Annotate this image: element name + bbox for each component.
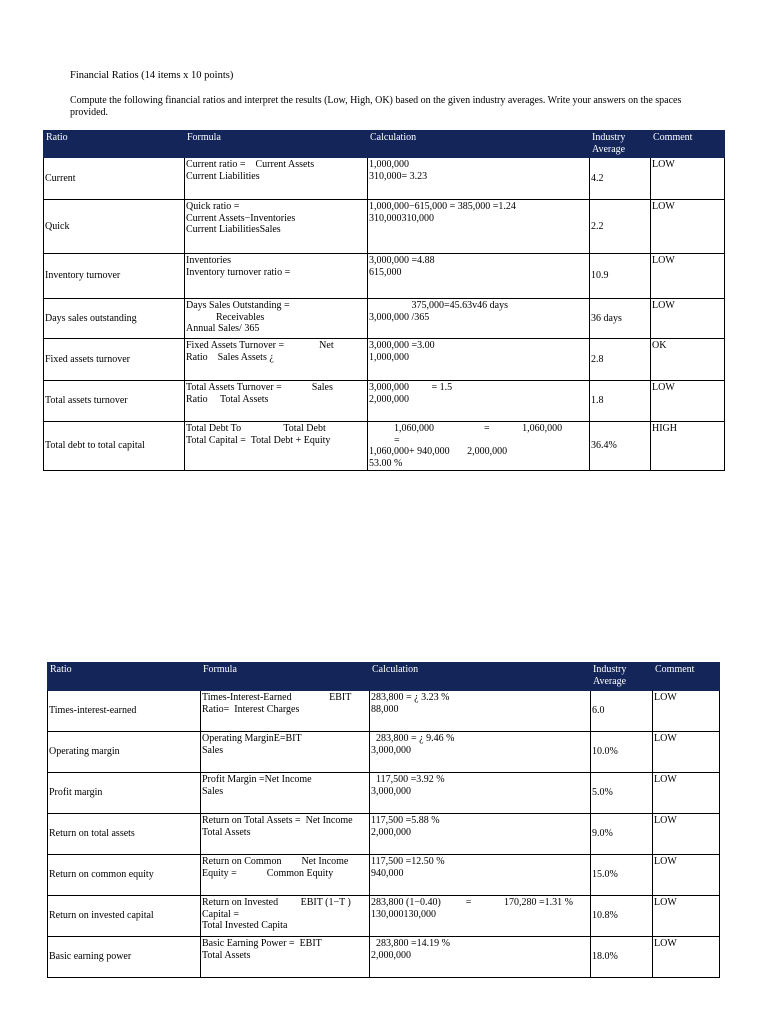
- calculation-line: 283,800 = ¿ 9.46 %: [371, 733, 455, 744]
- comment-value: HIGH: [651, 422, 725, 471]
- ratio-name: Profit margin: [48, 773, 201, 814]
- calculation-line: 3,000,000 =3.00: [369, 340, 435, 351]
- formula-line: Operating MarginE=BIT: [202, 733, 302, 744]
- formula-cell: [201, 937, 370, 978]
- calculation-line: 3,000,000: [371, 785, 411, 797]
- formula-line: Quick ratio =: [186, 201, 240, 212]
- formula-line: Annual Sales/ 365: [186, 323, 260, 334]
- ratio-name: Current: [44, 158, 185, 200]
- formula-line: Total Assets: [202, 949, 251, 961]
- formula-line: Current LiabilitiesSales: [186, 224, 281, 235]
- ratio-name: Days sales outstanding: [44, 299, 185, 339]
- formula-cell: [185, 254, 368, 299]
- calculation-line: 1,000,000: [369, 351, 409, 363]
- table-row: [48, 773, 720, 814]
- calculation-line: 283,800 = ¿ 3.23 %: [371, 692, 450, 703]
- comment-value: LOW: [651, 381, 725, 422]
- calculation-line: 117,500 =3.92 %: [371, 774, 445, 785]
- formula-cell: [185, 200, 368, 254]
- ratios-table-2: [47, 662, 720, 978]
- instructions: Compute the following financial ratios and interpret the results (Low, High, OK) based on the given industry averages. Write your answers on the spaces provided.: [70, 95, 682, 118]
- header-comment: Comment: [653, 663, 720, 691]
- table-header-row: [44, 131, 725, 158]
- calculation-line: 117,500 =12.50 %: [371, 856, 445, 867]
- calculation-line: 283,800 =14.19 %: [371, 938, 450, 949]
- formula-line: Ratio= Interest Charges: [202, 703, 300, 715]
- ratio-name: Inventory turnover: [44, 254, 185, 299]
- formula-line: Current ratio = Current Assets: [186, 159, 315, 170]
- industry-average-value: 6.0: [591, 691, 653, 732]
- calculation-cell: [368, 339, 590, 381]
- ratio-name: Quick: [44, 200, 185, 254]
- industry-average-value: 36.4%: [590, 422, 651, 471]
- comment-value: LOW: [653, 773, 720, 814]
- calculation-line: 130,000130,000: [371, 908, 436, 920]
- table-row: [44, 254, 725, 299]
- calculation-line: 375,000=45.63v46 days: [369, 300, 508, 311]
- calculation-line: 3,000,000: [371, 744, 411, 756]
- calculation-cell: [370, 732, 591, 773]
- calculation-line: 3,000,000 /365: [369, 311, 430, 323]
- formula-line: Profit Margin =Net Income: [202, 774, 312, 785]
- calculation-line: 940,000: [371, 867, 404, 879]
- formula-line: Ratio Total Assets: [186, 393, 269, 405]
- ratio-name: Fixed assets turnover: [44, 339, 185, 381]
- formula-line: Days Sales Outstanding =: [186, 300, 290, 311]
- formula-line: Total Assets: [202, 826, 251, 838]
- ratio-name: Total assets turnover: [44, 381, 185, 422]
- header-formula: Formula: [185, 131, 368, 158]
- table-row: [44, 299, 725, 339]
- formula-line: Equity = Common Equity: [202, 867, 334, 879]
- ratio-name: Basic earning power: [48, 937, 201, 978]
- comment-value: LOW: [653, 896, 720, 937]
- comment-value: LOW: [653, 814, 720, 855]
- ratio-name: Total debt to total capital: [44, 422, 185, 471]
- calculation-cell: [370, 896, 591, 937]
- formula-cell: [201, 732, 370, 773]
- calculation-cell: [370, 855, 591, 896]
- industry-average-value: 4.2: [590, 158, 651, 200]
- header-industry-average: Industry Average: [590, 131, 651, 158]
- industry-average-value: 18.0%: [591, 937, 653, 978]
- calculation-line: 283,800 (1−0.40) = 170,280 =1.31 %: [371, 897, 573, 908]
- comment-value: LOW: [653, 691, 720, 732]
- ratio-name: Return on total assets: [48, 814, 201, 855]
- calculation-line: 1,000,000: [369, 159, 409, 170]
- industry-average-value: 2.2: [590, 200, 651, 254]
- calculation-line: =: [369, 434, 400, 446]
- formula-cell: [201, 896, 370, 937]
- calculation-cell: [370, 773, 591, 814]
- formula-cell: [201, 855, 370, 896]
- formula-cell: [185, 158, 368, 200]
- header-ratio: Ratio: [48, 663, 201, 691]
- table-row: [48, 855, 720, 896]
- calculation-line: 310,000= 3.23: [369, 170, 428, 182]
- formula-cell: [185, 299, 368, 339]
- calculation-line: 2,000,000: [371, 949, 411, 961]
- calculation-cell: [370, 814, 591, 855]
- calculation-line: 1,060,000+ 940,000 2,000,000: [369, 446, 508, 457]
- table-header-row: [48, 663, 720, 691]
- formula-line: Fixed Assets Turnover = Net: [186, 340, 334, 351]
- ratio-name: Times-interest-earned: [48, 691, 201, 732]
- table-row: [48, 896, 720, 937]
- table-row: [48, 732, 720, 773]
- formula-line: Return on Invested EBIT (1−T ): [202, 897, 351, 908]
- industry-average-value: 36 days: [590, 299, 651, 339]
- industry-average-value: 9.0%: [591, 814, 653, 855]
- calculation-cell: [368, 200, 590, 254]
- table-row: [48, 937, 720, 978]
- comment-value: LOW: [653, 732, 720, 773]
- formula-line: Current Liabilities: [186, 170, 260, 182]
- ratio-name: Operating margin: [48, 732, 201, 773]
- calculation-cell: [368, 381, 590, 422]
- header-comment: Comment: [651, 131, 725, 158]
- table-row: [44, 422, 725, 471]
- calculation-cell: [368, 158, 590, 200]
- header-ratio: Ratio: [44, 131, 185, 158]
- formula-line: Total Debt To Total Debt: [186, 423, 326, 434]
- calculation-cell: [370, 691, 591, 732]
- header-calculation: Calculation: [368, 131, 590, 158]
- ratios-table-1: [43, 130, 725, 471]
- ratio-name: Return on common equity: [48, 855, 201, 896]
- table-row: [48, 814, 720, 855]
- formula-cell: [201, 814, 370, 855]
- calculation-line: 2,000,000: [371, 826, 411, 838]
- formula-line: Return on Total Assets = Net Income: [202, 815, 353, 826]
- calculation-cell: [370, 937, 591, 978]
- formula-line: Total Assets Turnover = Sales: [186, 382, 333, 393]
- calculation-line: 2,000,000: [369, 393, 409, 405]
- table-row: [44, 339, 725, 381]
- formula-cell: [201, 691, 370, 732]
- formula-cell: [185, 381, 368, 422]
- formula-line: Receivables: [186, 311, 265, 323]
- comment-value: LOW: [651, 200, 725, 254]
- calculation-line: 3,000,000 = 1.5: [369, 382, 453, 393]
- calculation-line: 88,000: [371, 703, 399, 715]
- table-row: [44, 200, 725, 254]
- industry-average-value: 5.0%: [591, 773, 653, 814]
- formula-line: Total Invested Capita: [202, 920, 288, 931]
- table-row: [44, 381, 725, 422]
- formula-line: Return on Common Net Income: [202, 856, 349, 867]
- comment-value: LOW: [651, 158, 725, 200]
- calculation-cell: [368, 299, 590, 339]
- calculation-line: 53.00 %: [369, 457, 403, 469]
- table-row: [44, 158, 725, 200]
- calculation-line: 310,000310,000: [369, 212, 434, 224]
- industry-average-value: 10.8%: [591, 896, 653, 937]
- industry-average-value: 1.8: [590, 381, 651, 422]
- formula-line: Basic Earning Power = EBIT: [202, 938, 322, 949]
- header-calculation: Calculation: [370, 663, 591, 691]
- formula-cell: [185, 422, 368, 471]
- comment-value: LOW: [653, 937, 720, 978]
- comment-value: LOW: [653, 855, 720, 896]
- calculation-line: 3,000,000 =4.88: [369, 255, 435, 266]
- industry-average-value: 10.9: [590, 254, 651, 299]
- comment-value: LOW: [651, 299, 725, 339]
- formula-line: Sales: [202, 744, 224, 756]
- industry-average-value: 15.0%: [591, 855, 653, 896]
- formula-line: Ratio Sales Assets ¿: [186, 351, 274, 363]
- formula-line: Sales: [202, 785, 224, 797]
- formula-cell: [201, 773, 370, 814]
- comment-value: OK: [651, 339, 725, 381]
- calculation-line: 117,500 =5.88 %: [371, 815, 440, 826]
- industry-average-value: 10.0%: [591, 732, 653, 773]
- formula-cell: [185, 339, 368, 381]
- formula-line: Inventories: [186, 255, 231, 266]
- calculation-line: 1,000,000−615,000 = 385,000 =1.24: [369, 201, 516, 212]
- calculation-cell: [368, 254, 590, 299]
- formula-line: Current Assets−Inventories: [186, 212, 296, 224]
- calculation-line: 1,060,000 = 1,060,000: [369, 423, 563, 434]
- header-industry-average: Industry Average: [591, 663, 653, 691]
- formula-line: Inventory turnover ratio =: [186, 266, 291, 278]
- industry-average-value: 2.8: [590, 339, 651, 381]
- formula-line: Capital =: [202, 908, 240, 920]
- comment-value: LOW: [651, 254, 725, 299]
- header-formula: Formula: [201, 663, 370, 691]
- ratio-name: Return on invested capital: [48, 896, 201, 937]
- calculation-cell: [368, 422, 590, 471]
- formula-line: Total Capital = Total Debt + Equity: [186, 434, 331, 446]
- page-title: Financial Ratios (14 items x 10 points): [70, 70, 234, 81]
- formula-line: Times-Interest-Earned EBIT: [202, 692, 352, 703]
- calculation-line: 615,000: [369, 266, 402, 278]
- table-row: [48, 691, 720, 732]
